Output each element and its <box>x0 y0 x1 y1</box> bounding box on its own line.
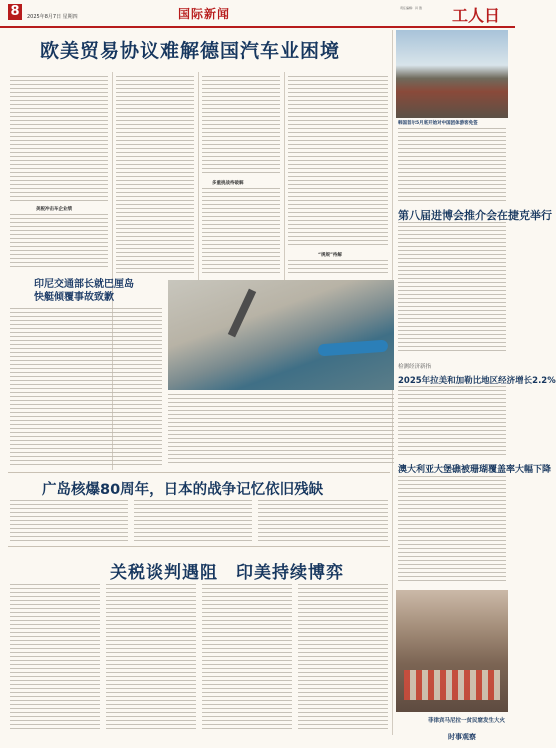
photo-news-text <box>10 308 162 466</box>
section-divider <box>8 472 390 473</box>
editor-credit: 责任编辑：肖 胜 <box>400 6 422 10</box>
photo-caption-title: 韩国首尔5月底开始对中国团体游客免签 <box>398 121 478 126</box>
tariff-text <box>202 584 292 730</box>
fire-photo-caption: 菲律宾马尼拉一贫民窟发生大火 <box>428 718 506 724</box>
section-title: 国际新闻 <box>178 7 231 21</box>
lead-article-text <box>10 214 108 270</box>
lead-article-text <box>288 76 388 248</box>
expo-text <box>398 222 506 354</box>
tariff-text <box>298 584 388 730</box>
page-number: 8 <box>8 4 22 20</box>
hiroshima-text <box>134 500 252 542</box>
lead-article-text <box>202 188 280 276</box>
footer-label: 时事观察 <box>448 733 476 741</box>
photo-caption-text <box>168 394 394 466</box>
rate-kicker: 检测经济新指 <box>398 364 432 370</box>
hiroshima-text <box>10 500 128 542</box>
expo-headline: 第八届进博会推介会在捷克举行 <box>398 209 552 222</box>
reef-headline: 澳大利亚大堡礁被珊瑚覆盖率大幅下降 <box>398 465 552 475</box>
lead-article-text <box>10 76 108 202</box>
photo-caption-text <box>398 128 506 202</box>
photo-news-headline: 印尼交通部长就巴厘岛 快艇倾覆事故致歉 <box>34 279 134 303</box>
hiroshima-text <box>258 500 388 542</box>
growth-text <box>398 386 506 456</box>
column-rule <box>198 72 199 280</box>
rescue-photo <box>168 280 394 390</box>
reef-text <box>398 476 506 584</box>
tariff-headline: 关税谈判遇阻 印美持续博弈 <box>110 563 344 583</box>
lead-article-text <box>116 76 194 276</box>
lead-headline: 欧美贸易协议难解德国汽车业困境 <box>40 40 341 62</box>
subhead: 多重挑战待破解 <box>212 181 244 186</box>
subhead: 美税冲击车企业绩 <box>36 207 72 212</box>
hiroshima-headline: 广岛核爆80周年，日本的战争记忆依旧残缺 <box>42 482 324 498</box>
subhead: “规规”待解 <box>318 253 342 258</box>
tariff-text <box>106 584 196 730</box>
street-scene-shape <box>404 670 500 700</box>
crane-shape <box>228 289 256 338</box>
tariff-text <box>10 584 100 730</box>
lead-article-text <box>288 260 388 276</box>
column-rule <box>284 72 285 280</box>
issue-date: 2025年8月7日 星期四 <box>27 14 78 20</box>
lead-article-text <box>202 76 280 176</box>
seoul-palace-photo <box>396 30 508 118</box>
capsized-boat-shape <box>318 340 389 357</box>
growth-headline: 2025年拉美和加勒比地区经济增长2.2% <box>398 376 556 386</box>
manila-fire-photo <box>396 590 508 712</box>
newspaper-masthead: 工人日 <box>452 6 501 25</box>
section-divider <box>8 546 390 547</box>
